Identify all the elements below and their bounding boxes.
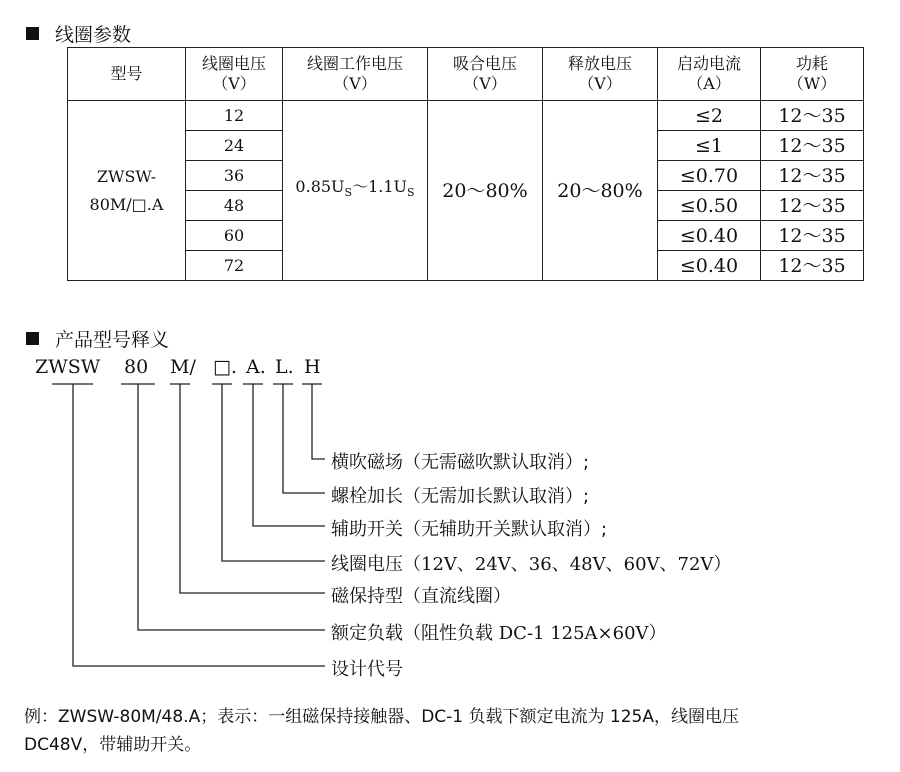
leader-coil bbox=[222, 384, 325, 561]
pull-in-voltage-cell: 20～80% bbox=[428, 101, 543, 281]
header-cell: 启动电流 （A） bbox=[658, 48, 761, 101]
start-current-cell: ≤0.40 bbox=[658, 251, 761, 281]
code-part-design: ZWSW bbox=[35, 356, 101, 378]
code-part-bolt: L. bbox=[275, 356, 294, 378]
header-cell: 线圈电压 （V） bbox=[186, 48, 283, 101]
power-cell: 12～35 bbox=[761, 131, 864, 161]
header-cell: 型号 bbox=[68, 48, 186, 101]
note-line: DC48V，带辅助开关。 bbox=[24, 735, 202, 755]
start-current-cell: ≤1 bbox=[658, 131, 761, 161]
code-part-aux-switch: A. bbox=[246, 356, 266, 378]
power-cell: 12～35 bbox=[761, 221, 864, 251]
start-current-cell: ≤0.40 bbox=[658, 221, 761, 251]
power-cell: 12～35 bbox=[761, 191, 864, 221]
explanation-aux-switch: 辅助开关（无辅助开关默认取消）; bbox=[331, 519, 608, 540]
header-cell: 释放电压 （V） bbox=[543, 48, 658, 101]
explanation-bolt: 螺栓加长（无需加长默认取消）; bbox=[331, 486, 590, 507]
start-current-cell: ≤2 bbox=[658, 101, 761, 131]
voltage-cell: 48 bbox=[186, 191, 283, 221]
voltage-cell: 12 bbox=[186, 101, 283, 131]
header-cell: 功耗 （W） bbox=[761, 48, 864, 101]
voltage-cell: 24 bbox=[186, 131, 283, 161]
leader-design bbox=[73, 384, 325, 666]
code-part-coil-voltage: □. bbox=[213, 356, 237, 378]
leader-bolt bbox=[283, 384, 325, 493]
code-part-rating: 80 bbox=[124, 356, 149, 378]
header-cell: 线圈工作电压 （V） bbox=[283, 48, 428, 101]
code-part-blowout: H bbox=[304, 356, 321, 378]
note-line: 例：ZWSW-80M/48.A；表示：一组磁保持接触器、DC-1 负载下额定电流为 125A，线圈电压 bbox=[24, 707, 739, 727]
power-cell: 12～35 bbox=[761, 161, 864, 191]
power-cell: 12～35 bbox=[761, 251, 864, 281]
voltage-cell: 36 bbox=[186, 161, 283, 191]
voltage-cell: 60 bbox=[186, 221, 283, 251]
explanation-design: 设计代号 bbox=[331, 659, 403, 680]
start-current-cell: ≤0.50 bbox=[658, 191, 761, 221]
explanation-rating: 额定负载（阻性负载 DC-1 125A×60V） bbox=[331, 623, 667, 644]
working-voltage-cell: $0.85U_S\sim 1.1U_S$ bbox=[283, 101, 428, 281]
start-current-cell: ≤0.70 bbox=[658, 161, 761, 191]
release-voltage-cell: 20～80% bbox=[543, 101, 658, 281]
explanation-magnetic: 磁保持型（直流线圈） bbox=[331, 586, 511, 607]
leader-aux bbox=[253, 384, 325, 526]
example-note bbox=[24, 703, 884, 759]
explanation-blowout: 横吹磁场（无需磁吹默认取消）; bbox=[331, 452, 590, 473]
leader-blowout bbox=[312, 384, 325, 459]
code-part-magnetic: M/ bbox=[170, 356, 196, 378]
section-title: 线圈参数 bbox=[55, 24, 132, 46]
power-cell: 12～35 bbox=[761, 101, 864, 131]
section-title: 产品型号释义 bbox=[55, 329, 170, 351]
voltage-cell: 72 bbox=[186, 251, 283, 281]
model-cell: ZWSW- 80M/□.A bbox=[68, 101, 186, 281]
explanation-coil-voltage: 线圈电压（12V、24V、36、48V、60V、72V） bbox=[331, 554, 732, 575]
header-cell: 吸合电压 （V） bbox=[428, 48, 543, 101]
